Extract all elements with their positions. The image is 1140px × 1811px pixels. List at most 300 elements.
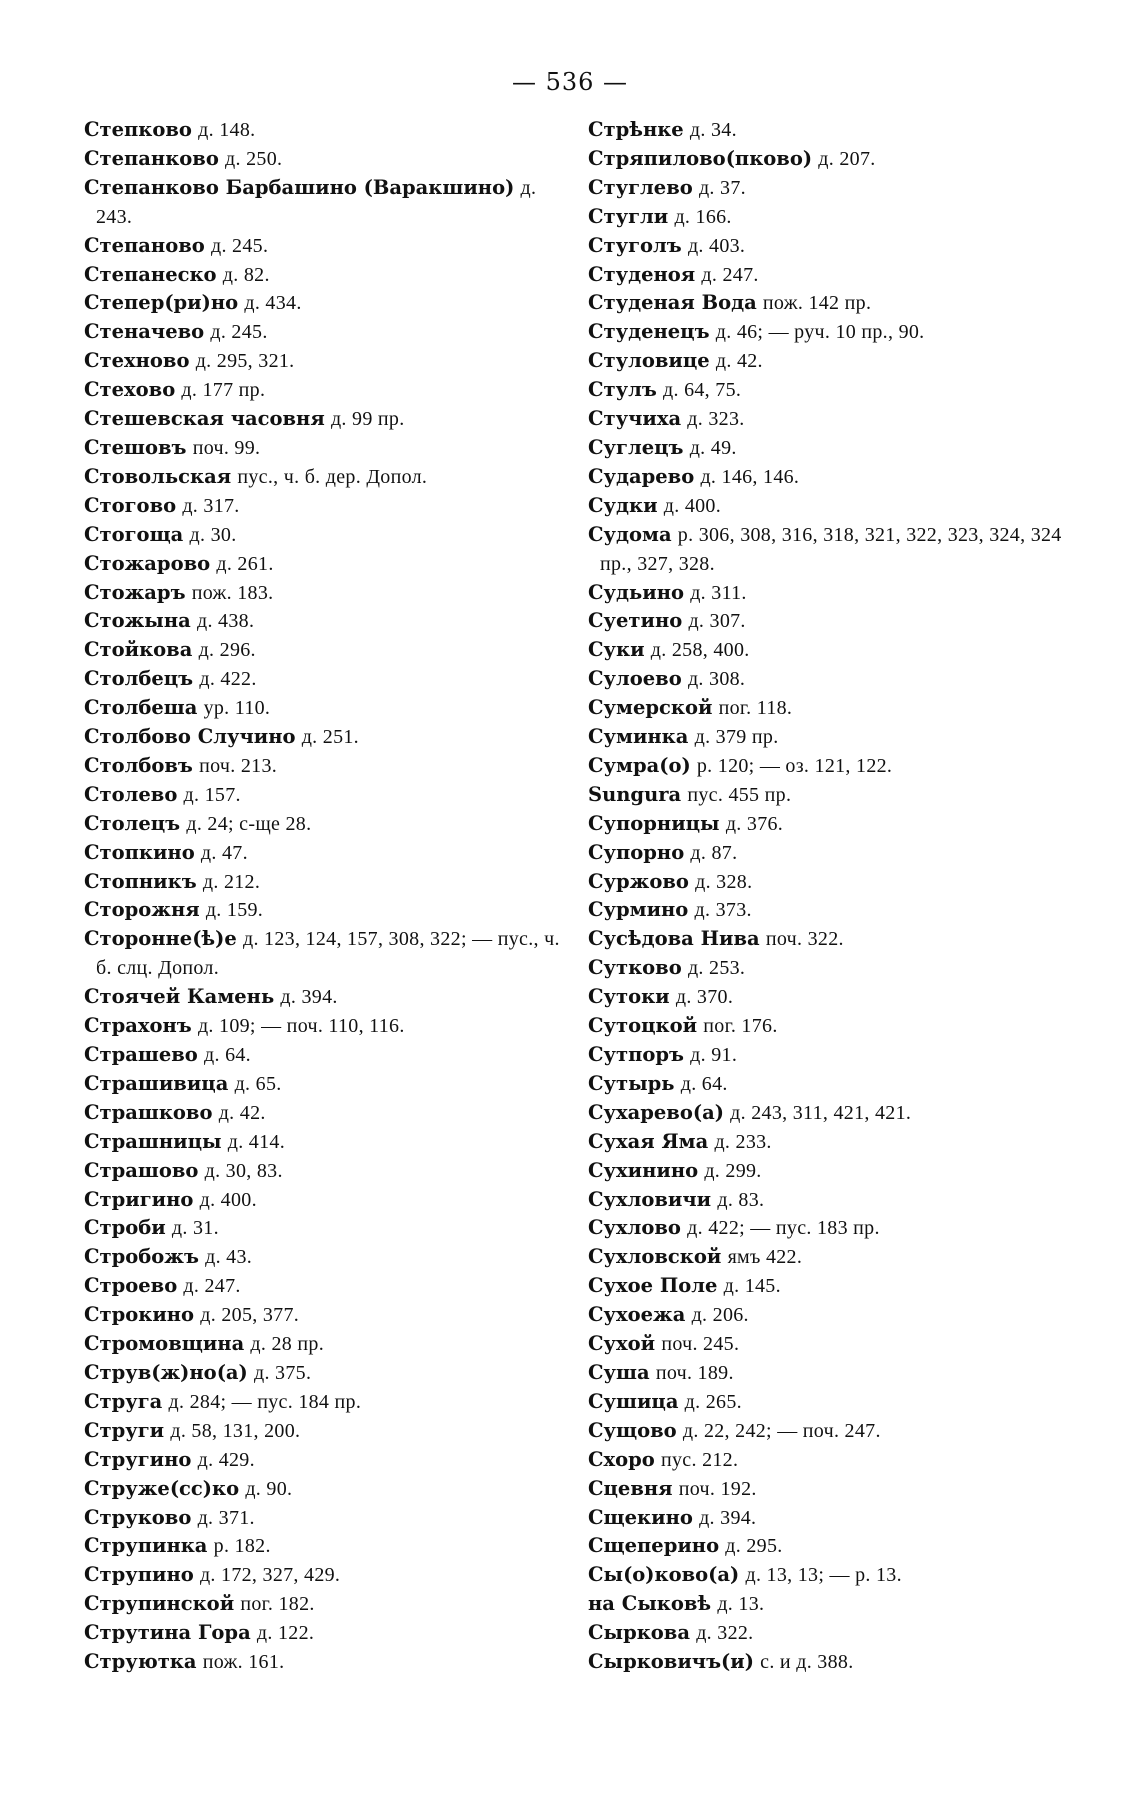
index-entry (588, 261, 1068, 290)
entry-name: Стехово (84, 378, 176, 402)
index-entry (84, 1359, 564, 1388)
entry-name: Страхонъ (84, 1014, 192, 1038)
index-entry (84, 983, 564, 1012)
index-entry (588, 579, 1068, 608)
index-entry (588, 839, 1068, 868)
entry-name: Сухинино (588, 1158, 699, 1182)
entry-reference: д. 31. (171, 1217, 219, 1240)
entry-reference: д. 438. (196, 610, 255, 633)
index-entry (84, 1330, 564, 1359)
entry-reference: пог. 118. (718, 697, 793, 720)
entry-reference: д. 42. (218, 1101, 266, 1124)
index-entry (84, 1446, 564, 1475)
index-entry (588, 810, 1068, 839)
entry-name: Сухлово (588, 1216, 681, 1240)
index-entry (84, 925, 564, 983)
entry-reference: д. 22, 242; — поч. 247. (682, 1419, 881, 1442)
entry-name: Стожарово (84, 551, 211, 575)
entry-reference: д. 58, 131, 200. (170, 1419, 301, 1442)
entry-name: Сутково (588, 956, 682, 980)
index-entry (588, 1128, 1068, 1157)
index-entry (588, 1330, 1068, 1359)
index-entry (84, 781, 564, 810)
entry-reference: д. 322. (696, 1622, 754, 1645)
entry-name: Степанеско (84, 262, 217, 286)
entry-reference: поч. 192. (678, 1477, 757, 1500)
index-entry (588, 318, 1068, 347)
entry-name: Схоро (588, 1447, 655, 1471)
index-entry (84, 116, 564, 145)
index-entry (84, 1128, 564, 1157)
entry-name: Суетино (588, 609, 683, 633)
entry-reference: пус. 212. (661, 1448, 739, 1471)
index-entry (84, 1186, 564, 1215)
entry-reference: д. 295, 321. (195, 350, 295, 373)
index-entry (588, 174, 1068, 203)
entry-reference: д. 308. (687, 668, 746, 691)
entry-reference: ур. 110. (203, 697, 271, 720)
entry-reference: поч. 245. (661, 1333, 740, 1356)
entry-reference: д. 295. (725, 1535, 783, 1558)
entry-name: Струпинка (84, 1534, 208, 1558)
entry-name: Студеная Вода (588, 291, 757, 315)
index-entry (588, 781, 1068, 810)
entry-reference: д. 13. (717, 1593, 765, 1616)
index-entry (588, 1388, 1068, 1417)
index-entry (588, 434, 1068, 463)
entry-name: Струпино (84, 1563, 194, 1587)
entry-name: Сщеперино (588, 1534, 720, 1558)
entry-name: Судома (588, 522, 672, 546)
entry-name: Сутоцкой (588, 1014, 698, 1038)
entry-reference: пож. 161. (202, 1651, 285, 1674)
entry-reference: д. 65. (234, 1072, 282, 1095)
entry-reference: д. 30. (189, 523, 237, 546)
index-entry (84, 1157, 564, 1186)
entry-reference: д. 284; — пус. 184 пр. (168, 1390, 362, 1413)
entry-reference: д. 400. (199, 1188, 257, 1211)
entry-name: Стуголъ (588, 233, 682, 257)
entry-reference: поч. 322. (765, 928, 844, 951)
entry-name: Стопкино (84, 840, 195, 864)
index-entry (588, 232, 1068, 261)
entry-reference: д. 159. (205, 899, 264, 922)
entry-reference: д. 145. (723, 1275, 781, 1298)
index-entry (84, 1243, 564, 1272)
index-entry (84, 261, 564, 290)
entry-name: Сухой (588, 1332, 656, 1356)
entry-name: Струютка (84, 1650, 197, 1674)
index-entry (588, 636, 1068, 665)
entry-name: Струже(сс)ко (84, 1476, 240, 1500)
entry-name: Суглецъ (588, 435, 684, 459)
index-entry (84, 1475, 564, 1504)
entry-reference: д. 82. (222, 263, 270, 286)
entry-reference: д. 422; — пус. 183 пр. (687, 1217, 880, 1240)
entry-name: Сухое Поле (588, 1274, 718, 1298)
index-entry (588, 1619, 1068, 1648)
entry-reference: д. 148. (198, 119, 256, 141)
entry-name: Сущово (588, 1418, 677, 1442)
entry-name: Супорно (588, 840, 685, 864)
index-entry (84, 1532, 564, 1561)
entry-name: Сумерской (588, 696, 713, 720)
entry-name: Столецъ (84, 811, 181, 835)
entry-name: Супорницы (588, 811, 720, 835)
entry-reference: д. 87. (690, 841, 738, 864)
index-entry (588, 1272, 1068, 1301)
entry-reference: д. 373. (694, 899, 752, 922)
index-entry (84, 1590, 564, 1619)
index-entry (84, 1504, 564, 1533)
entry-name: Стригино (84, 1187, 194, 1211)
entry-name: Сцевня (588, 1476, 673, 1500)
index-entry (588, 1012, 1068, 1041)
entry-name: Сусѣдова Нива (588, 927, 760, 951)
index-entry (84, 1272, 564, 1301)
entry-reference: д. 24; с-ще 28. (186, 812, 312, 835)
entry-name: Страшево (84, 1043, 198, 1066)
entry-name: Стовольская (84, 464, 232, 488)
entry-name: Стоячей Камень (84, 985, 275, 1009)
entry-name: Sungura (588, 782, 682, 806)
entry-name: Стороннe(ѣ)е (84, 927, 237, 951)
index-entry (588, 405, 1068, 434)
index-entry (588, 116, 1068, 145)
entry-name: Суша (588, 1360, 650, 1384)
entry-name: Страшницы (84, 1129, 222, 1153)
entry-name: Струпинской (84, 1592, 235, 1616)
entry-reference: д. 83. (717, 1188, 765, 1211)
entry-reference: д. 206. (691, 1304, 749, 1327)
index-entry (84, 636, 564, 665)
entry-reference: д. 42. (715, 350, 763, 373)
index-entry (588, 1214, 1068, 1243)
entry-reference: д. 212. (202, 870, 261, 893)
entry-reference: д. 370. (675, 986, 734, 1009)
index-entry (84, 1561, 564, 1590)
index-entry (588, 492, 1068, 521)
entry-reference: д. 247. (183, 1275, 241, 1298)
entry-reference: д. 43. (205, 1246, 253, 1269)
entry-reference: д. 371. (197, 1506, 255, 1529)
entry-reference: пог. 182. (240, 1593, 315, 1616)
entry-name: Сыркова (588, 1621, 690, 1645)
entry-reference: д. 90. (245, 1477, 293, 1500)
entry-reference: д. 46; — руч. 10 пр., 90. (715, 321, 925, 344)
entry-name: Страшово (84, 1158, 199, 1182)
entry-name: Стуглево (588, 175, 693, 199)
index-entry (588, 925, 1068, 954)
index-entry (588, 521, 1068, 579)
entry-reference: пож. 183. (191, 581, 274, 604)
entry-reference: д. 434. (244, 292, 302, 315)
entry-name: Столбецъ (84, 667, 194, 691)
entry-name: Степково (84, 118, 192, 141)
entry-name: Сутырь (588, 1071, 675, 1095)
index-entry (588, 896, 1068, 925)
entry-reference: д. 250. (225, 147, 283, 170)
entry-reference: д. 64, 75. (663, 379, 742, 402)
entry-name: Сторожня (84, 898, 200, 922)
index-entry (588, 983, 1068, 1012)
index-entry (588, 1446, 1068, 1475)
entry-reference: ямъ 422. (727, 1246, 803, 1269)
index-entry (84, 232, 564, 261)
entry-name: Сурмино (588, 898, 689, 922)
entry-name: Столбовъ (84, 753, 193, 777)
index-entry (84, 1301, 564, 1330)
entry-name: Стожына (84, 609, 191, 633)
index-entry (84, 579, 564, 608)
index-entry (84, 434, 564, 463)
index-entry (588, 1475, 1068, 1504)
index-entry (84, 723, 564, 752)
index-entry (84, 145, 564, 174)
entry-reference: д. 13, 13; — р. 13. (745, 1564, 902, 1587)
entry-reference: пус., ч. б. дер. Допол. (237, 465, 428, 488)
index-entry (588, 1417, 1068, 1446)
index-entry (588, 1532, 1068, 1561)
entry-reference: д. 403. (687, 234, 746, 257)
entry-name: Строби (84, 1216, 166, 1240)
index-entry (588, 1070, 1068, 1099)
entry-name: Сушица (588, 1389, 679, 1413)
entry-reference: д. 245. (210, 234, 269, 257)
index-entry (84, 810, 564, 839)
entry-name: Стеначево (84, 320, 205, 344)
index-entry (588, 1243, 1068, 1272)
entry-reference: д. 376. (725, 812, 784, 835)
entry-reference: д. 251. (301, 726, 359, 749)
entry-reference: поч. 99. (192, 436, 261, 459)
entry-name: Стогово (84, 493, 177, 517)
entry-reference: д. 122. (256, 1622, 315, 1645)
entry-reference: д. 253. (687, 957, 746, 980)
entry-reference: д. 323. (687, 408, 745, 431)
entry-reference: пус. 455 пр. (687, 783, 792, 806)
index-entry (588, 1186, 1068, 1215)
entry-reference: д. 394. (699, 1506, 757, 1529)
entry-name: Студенецъ (588, 320, 710, 344)
entry-reference: д. 177 пр. (181, 379, 266, 402)
entry-reference: д. 64. (680, 1072, 728, 1095)
entry-name: Суки (588, 638, 645, 662)
index-entry (588, 1504, 1068, 1533)
index-entry (84, 896, 564, 925)
entry-name: Струги (84, 1418, 165, 1442)
index-entry (84, 289, 564, 318)
entry-name: Стойкова (84, 638, 193, 662)
index-entry (588, 694, 1068, 723)
entry-name: Сухая Яма (588, 1129, 709, 1153)
index-entry (588, 1157, 1068, 1186)
entry-name: Струга (84, 1389, 163, 1413)
entry-name: Степаново (84, 233, 205, 257)
entry-reference: д. 296. (198, 639, 256, 662)
index-entry (84, 492, 564, 521)
entry-name: Суржово (588, 869, 689, 893)
entry-reference: д. 379 пр. (694, 726, 779, 749)
entry-reference: д. 247. (701, 263, 759, 286)
entry-name: Струтина Гора (84, 1621, 251, 1645)
index-entry (588, 203, 1068, 232)
entry-reference: д. 49. (689, 436, 737, 459)
entry-name: Стряпилово(пково) (588, 146, 813, 170)
entry-name: Сутпоръ (588, 1043, 684, 1066)
index-entry (84, 868, 564, 897)
entry-reference: д. 30, 83. (204, 1159, 283, 1182)
entry-name: Струково (84, 1505, 192, 1529)
left-column (84, 116, 584, 1677)
entry-name: Стопникъ (84, 869, 197, 893)
index-entry (588, 752, 1068, 781)
entry-reference: д. 265. (684, 1390, 742, 1413)
index-entry (588, 347, 1068, 376)
entry-name: Строево (84, 1274, 178, 1298)
entry-reference: р. 182. (213, 1535, 271, 1558)
index-entry (84, 463, 564, 492)
entry-reference: д. 328. (695, 870, 753, 893)
entry-reference: р. 306, 308, 316, 318, 321, 322, 323, 324, 324 пр., 327, 328. (600, 523, 1062, 575)
entry-reference: д. 205, 377. (200, 1304, 300, 1327)
entry-name: Суминка (588, 725, 689, 749)
entry-reference: д. 91. (690, 1044, 738, 1066)
entry-name: Сырковичъ(и) (588, 1650, 754, 1674)
index-entry (84, 405, 564, 434)
index-entry (84, 1214, 564, 1243)
entry-reference: поч. 213. (199, 754, 278, 777)
index-entry (588, 665, 1068, 694)
entry-name: Судьино (588, 580, 684, 604)
entry-reference: д. 99 пр. (330, 408, 405, 431)
entry-reference: д. 28 пр. (250, 1333, 325, 1356)
index-entry (84, 1417, 564, 1446)
entry-name: Сулоево (588, 667, 682, 691)
entry-name: Сухарево(а) (588, 1100, 724, 1124)
entry-reference: д. 311. (690, 581, 747, 604)
entry-reference: д. 109; — поч. 110, 116. (197, 1015, 405, 1038)
entry-name: Судки (588, 493, 658, 517)
entry-reference: пож. 142 пр. (762, 292, 872, 315)
index-entry (84, 1648, 564, 1677)
entry-name: Студеноя (588, 262, 696, 286)
entry-name: Степер(ри)но (84, 291, 239, 315)
entry-reference: д. 166. (674, 205, 732, 228)
index-entry (588, 1648, 1068, 1677)
entry-reference: д. 123, 124, 157, 308, 322; — пус., ч. б. слц. Допол. (96, 928, 560, 980)
entry-name: Строкино (84, 1303, 195, 1327)
index-entry (588, 607, 1068, 636)
entry-reference: с. и д. 388. (760, 1651, 854, 1674)
entry-name: Стогоща (84, 522, 184, 546)
entry-reference: д. 414. (227, 1130, 286, 1153)
entry-reference: д. 394. (280, 986, 338, 1009)
index-entry (84, 694, 564, 723)
index-entry (84, 665, 564, 694)
index-entry (84, 318, 564, 347)
index-entry (588, 954, 1068, 983)
entry-name: Стучиха (588, 407, 682, 431)
index-entry (588, 289, 1068, 318)
index-entry (84, 839, 564, 868)
entry-reference: д. 172, 327, 429. (199, 1564, 341, 1587)
index-entry (84, 1041, 564, 1070)
entry-reference: д. 375. (253, 1361, 312, 1384)
entry-name: Столбеша (84, 696, 198, 720)
index-entry (588, 463, 1068, 492)
entry-name: Стромовщина (84, 1332, 245, 1356)
entry-name: Сухоежа (588, 1303, 686, 1327)
entry-reference: д. 207. (818, 147, 876, 170)
entry-reference: д. 245. (210, 321, 268, 344)
index-entry (84, 376, 564, 405)
entry-name: Стуловице (588, 349, 710, 373)
entry-reference: д. 299. (704, 1159, 762, 1182)
entry-reference: д. 146, 146. (700, 465, 800, 488)
entry-name: Стугли (588, 204, 669, 228)
page-number: — 536 — (511, 68, 629, 96)
index-entry (84, 1012, 564, 1041)
entry-name: Стулъ (588, 378, 657, 402)
entry-name: Сы(о)ково(а) (588, 1563, 740, 1587)
entry-reference: поч. 189. (655, 1361, 734, 1384)
entry-name: Сударево (588, 464, 695, 488)
entry-name: на Сыковѣ (588, 1592, 712, 1616)
entry-reference: д. 233. (714, 1130, 772, 1153)
entry-name: Страшивица (84, 1071, 229, 1095)
entry-name: Стробожъ (84, 1245, 199, 1269)
index-entry (84, 752, 564, 781)
entry-reference: д. 34. (689, 119, 737, 141)
entry-reference: д. 261. (216, 552, 274, 575)
index-entry (588, 145, 1068, 174)
entry-name: Стешовъ (84, 435, 187, 459)
index-entry (588, 1301, 1068, 1330)
right-column (588, 116, 1068, 1677)
index-entry (588, 1041, 1068, 1070)
index-entry (84, 1099, 564, 1128)
entry-name: Струв(ж)но(а) (84, 1360, 248, 1384)
entry-name: Стрѣнке (588, 118, 684, 141)
entry-name: Степанково (84, 146, 219, 170)
entry-name: Степанково Барбашино (Варакшино) (84, 175, 515, 199)
entry-name: Сумра(о) (588, 753, 691, 777)
index-entry (588, 868, 1068, 897)
entry-name: Стожаръ (84, 580, 186, 604)
index-entry (588, 1590, 1068, 1619)
entry-name: Сщекино (588, 1505, 693, 1529)
entry-reference: д. 243, 311, 421, 421. (730, 1101, 912, 1124)
entry-reference: д. 422. (199, 668, 257, 691)
index-entry (588, 1561, 1068, 1590)
entry-reference: д. 243. (96, 176, 537, 228)
entry-name: Столево (84, 782, 178, 806)
entry-reference: д. 47. (200, 841, 248, 864)
entry-name: Страшково (84, 1100, 213, 1124)
index-entry (84, 521, 564, 550)
index-entry (84, 550, 564, 579)
index-entry (84, 347, 564, 376)
entry-reference: д. 307. (688, 610, 746, 633)
entry-name: Сухловичи (588, 1187, 712, 1211)
entry-reference: пог. 176. (703, 1015, 778, 1038)
entry-reference: д. 429. (197, 1448, 255, 1471)
entry-name: Сухловской (588, 1245, 722, 1269)
index-entry (588, 723, 1068, 752)
entry-reference: д. 317. (182, 494, 240, 517)
entry-reference: д. 400. (663, 494, 722, 517)
